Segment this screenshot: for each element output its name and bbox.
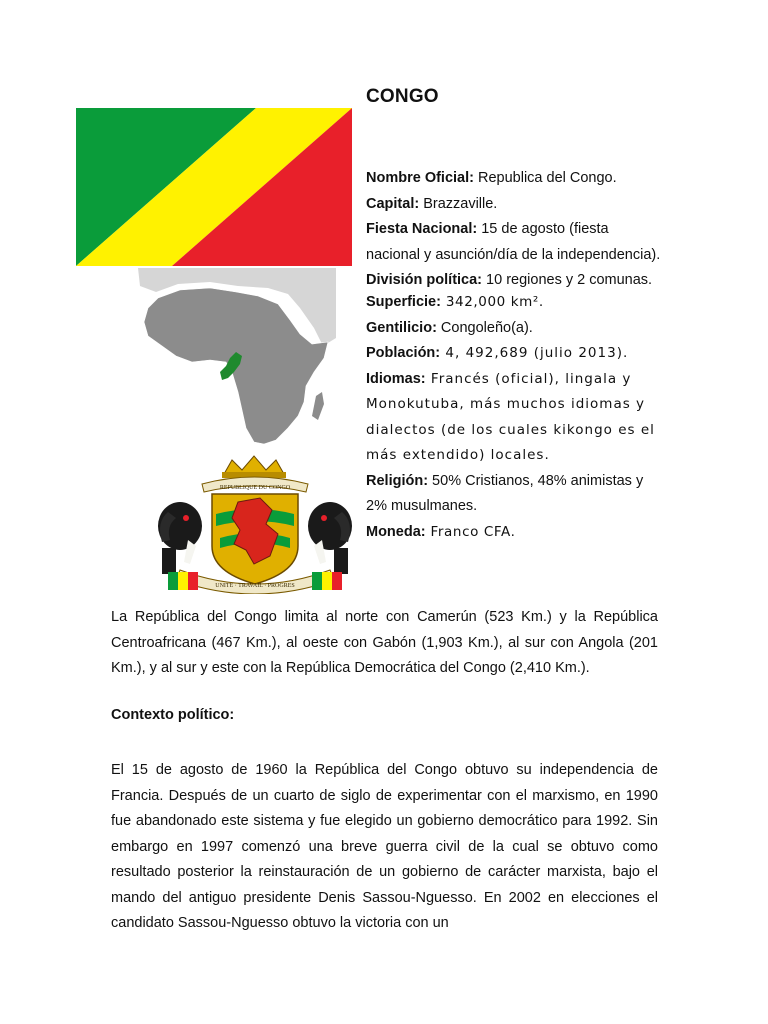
fact-fiesta-nacional xyxy=(366,217,666,268)
fact-value: 342,000 km². xyxy=(440,294,544,310)
fact-capital xyxy=(366,192,666,218)
fact-value: Republica del Congo. xyxy=(473,170,617,186)
borders-paragraph: La República del Congo limita al norte con Camerún (523 Km.) y la República Centroafricana (467 Km.), al oeste con Gabón (1,903 Km.), al sur con Angola (201 Km.), y al sur y este con la República Democrática del Congo (2,410 Km.). xyxy=(111,609,658,676)
fact-value: 50% Cristianos, 48% animistas y 2% musulmanes. xyxy=(366,472,644,514)
coat-crown xyxy=(222,456,286,478)
section-heading-contexto-politico: Contexto político: xyxy=(111,707,235,723)
fact-nombre-oficial xyxy=(366,166,666,192)
coat-top-motto: REPUBLIQUE DU CONGO xyxy=(219,485,291,491)
fact-label: Fiesta Nacional: xyxy=(366,221,478,237)
fact-gentilicio xyxy=(366,316,666,342)
fact-label: Religión: xyxy=(366,472,429,489)
fact-label: Capital: xyxy=(366,195,420,212)
fact-division-politica xyxy=(366,268,666,290)
coat-of-arms-image xyxy=(150,452,360,594)
fact-label: Nombre Oficial: xyxy=(366,170,474,186)
congo-flag-image xyxy=(76,108,352,266)
fact-value: 4, 492,689 (julio 2013). xyxy=(440,345,629,361)
fact-poblacion xyxy=(366,341,666,367)
coat-bottom-motto: UNITE · TRAVAIL · PROGRES xyxy=(215,583,295,589)
fact-moneda xyxy=(366,520,666,546)
fact-superficie xyxy=(366,290,666,316)
fact-value: 10 regiones y 2 comunas. xyxy=(482,272,653,288)
fact-value: 15 de agosto (fiesta nacional y asunción/día de la independencia). xyxy=(366,221,661,263)
fact-label: Superficie: xyxy=(366,294,441,310)
fact-value: Brazzaville. xyxy=(419,195,498,212)
coat-left-elephant xyxy=(158,502,202,574)
fact-value: Congoleño(a). xyxy=(436,319,533,336)
fact-label: División política: xyxy=(366,272,483,288)
coat-right-elephant xyxy=(308,502,352,574)
fact-idiomas xyxy=(366,367,666,469)
fact-value: Franco CFA. xyxy=(425,523,516,540)
africa-locator-map xyxy=(118,268,336,450)
fact-religion xyxy=(366,469,666,520)
fact-value: Francés (oficial), lingala y Monokutuba, más muchos idiomas y dialectos (de los cuales kikongo es el más extendido) locales. xyxy=(366,370,655,463)
coat-shield xyxy=(212,494,298,584)
fact-label: Gentilicio: xyxy=(366,319,437,336)
country-facts xyxy=(366,166,666,545)
political-context-paragraph: El 15 de agosto de 1960 la República del Congo obtuvo su independencia de Francia. Después de un cuarto de siglo de experimentar con el marxismo, en 1990 fue abandonado este sistema y fue elegido un gobierno democrático para 1992. Sin embargo en 1997 comenzó una breve guerra civil de la cual se obtuvo como resultado posterior la reinstauración de un gobierno de carácter marxista, bajo el mando del antiguo presidente Denis Sassou-Nguesso. En 2002 en elecciones el candidato Sassou-Nguesso obtuvo la victoria con un xyxy=(111,762,658,931)
page-title: CONGO xyxy=(366,86,439,107)
fact-label: Idiomas: xyxy=(366,370,426,387)
fact-label: Moneda: xyxy=(366,523,426,540)
fact-label: Población: xyxy=(366,345,441,361)
